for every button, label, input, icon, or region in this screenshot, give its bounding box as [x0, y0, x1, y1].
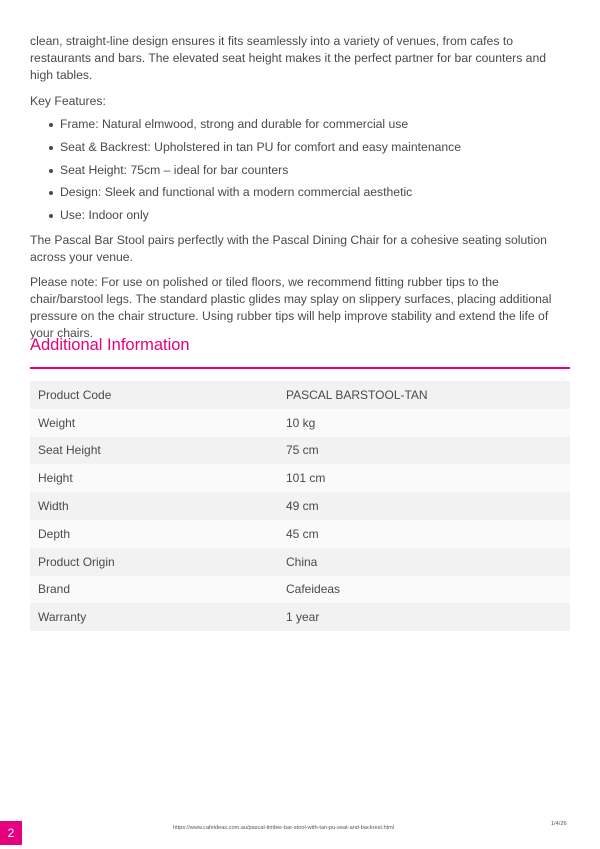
additional-info-table: [30, 381, 570, 631]
feature-item: [30, 184, 570, 201]
feature-item: [30, 207, 570, 224]
feature-item: [30, 139, 570, 156]
bullet-icon: [49, 214, 53, 218]
table-row: [30, 409, 570, 437]
table-row: [30, 548, 570, 576]
row-label: Brand: [30, 576, 278, 604]
row-label: Height: [30, 464, 278, 492]
page-number-badge: 2: [0, 821, 22, 845]
row-value: China: [278, 548, 570, 576]
row-value: 45 cm: [278, 520, 570, 548]
footer-date: 1/4/26: [551, 821, 567, 827]
product-description: [30, 33, 570, 342]
row-value: PASCAL BARSTOOL-TAN: [278, 381, 570, 409]
row-label: Weight: [30, 409, 278, 437]
row-label: Product Code: [30, 381, 278, 409]
intro-paragraph: clean, straight-line design ensures it fits seamlessly into a variety of venues, from cafes to restaurants and bars. The elevated seat height makes it the perfect partner for bar counters and high tables.: [30, 34, 547, 82]
additional-info-heading: Additional Information: [30, 336, 190, 354]
feature-item: [30, 116, 570, 133]
feature-text: Use: Indoor only: [60, 208, 149, 223]
row-label: Depth: [30, 520, 278, 548]
key-features-label: Key Features:: [30, 94, 106, 108]
floor-note-paragraph: Please note: For use on polished or tiled floors, we recommend fitting rubber tips to the chair/barstool legs. The standard plastic glides may splay on slippery surfaces, placing additional pressure on the chair structure. Using rubber tips will help improve stability and extend the life of your chairs.: [30, 275, 552, 341]
feature-item: [30, 162, 570, 179]
table-row: [30, 520, 570, 548]
feature-text: Design: Sleek and functional with a modern commercial aesthetic: [60, 185, 413, 200]
row-value: 75 cm: [278, 437, 570, 465]
row-value: 49 cm: [278, 492, 570, 520]
bullet-icon: [49, 123, 53, 127]
row-label: Product Origin: [30, 548, 278, 576]
bullet-icon: [49, 191, 53, 195]
table-row: [30, 381, 570, 409]
bullet-icon: [49, 169, 53, 173]
key-features-list: [30, 116, 570, 224]
table-row: [30, 576, 570, 604]
table-row: [30, 603, 570, 631]
footer-url: https://www.cafeideas.com.au/pascal-timber-bar-stool-with-tan-pu-seat-and-backrest.html: [173, 825, 395, 831]
row-label: Seat Height: [30, 437, 278, 465]
table-row: [30, 492, 570, 520]
table-row: [30, 464, 570, 492]
row-label: Warranty: [30, 603, 278, 631]
row-value: 10 kg: [278, 409, 570, 437]
row-value: 101 cm: [278, 464, 570, 492]
row-value: Cafeideas: [278, 576, 570, 604]
table-row: [30, 437, 570, 465]
heading-divider: [30, 367, 570, 369]
feature-text: Seat Height: 75cm – ideal for bar counters: [60, 162, 289, 177]
feature-text: Frame: Natural elmwood, strong and durable for commercial use: [60, 117, 409, 131]
feature-text: Seat & Backrest: Upholstered in tan PU for comfort and easy maintenance: [60, 139, 462, 154]
row-label: Width: [30, 492, 278, 520]
pairing-paragraph: The Pascal Bar Stool pairs perfectly with the Pascal Dining Chair for a cohesive seating solution across your venue.: [30, 233, 547, 265]
row-value: 1 year: [278, 603, 570, 631]
bullet-icon: [49, 146, 53, 150]
